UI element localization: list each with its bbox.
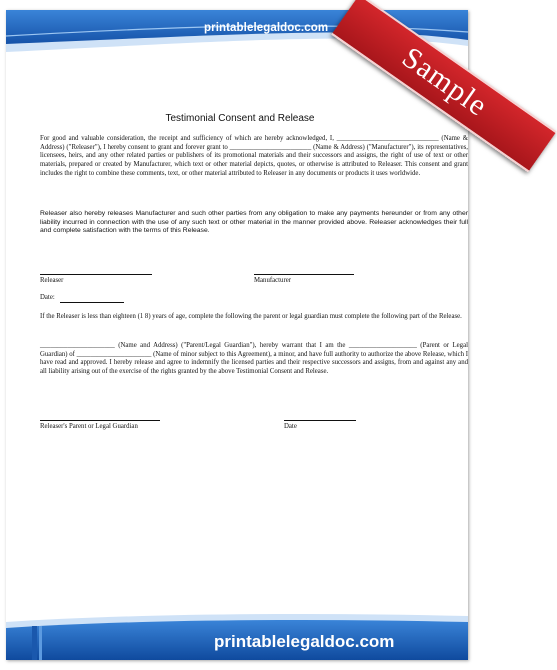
guardian-paragraph: ______________________ (Name and Address) ("Parent/Legal Guardian"), hereby warrant that I am the ____________________ (Parent or Legal Guardian) of ______________________ (Name of minor subject to this Agreement), a minor, and have full authority to authorize the above Release, which I have read and approved. I hereby release and agree to indemnify the licensed parties and their respective successors and assigns, from and against any and all liability arising out of the exercise of the rights granted by the above Testimonial Consent and Release.	[40, 342, 469, 376]
release-paragraph: Releaser also hereby releases Manufacturer and such other parties from any obligation to make any payments hereunder or from any other liability incurred in connection with the use of any such text or other material in the manner provided above. Releaser acknowledges their full and complete satisfaction with the terms of this Release.	[40, 210, 468, 235]
date2-line	[284, 420, 356, 421]
manufacturer-signature-line	[254, 274, 354, 275]
date-label: Date:	[40, 294, 55, 301]
manufacturer-label: Manufacturer	[254, 277, 291, 284]
footer-logo: printablelegaldoc.com	[214, 632, 395, 651]
date-line	[60, 302, 124, 303]
consent-paragraph: For good and valuable consideration, the receipt and sufficiency of which are hereby acknowledged, I, ______________________________ (Name & Address) ("Releaser"), I hereby consent to grant and forever grant to ________________________ (Name & Address) ("Manufacturer"), its representatives, licensees, heirs, and any other related parties or publishers of its promotional materials and their successors and assigns, the right of use of text or other materials, prepared or created by Manufacturer, which text or other material depicts, quotes, or otherwise is attributed to Releaser. This consent and grant includes the right to combine these comments, text, or other material attributed to Releaser in any documents or products it uses worldwide.	[40, 135, 468, 177]
guardian-label: Releaser's Parent or Legal Guardian	[40, 423, 138, 430]
releaser-signature-line	[40, 274, 152, 275]
sample-ribbon-label: Sample	[396, 40, 494, 123]
date2-label: Date	[284, 423, 297, 430]
releaser-label: Releaser	[40, 277, 64, 284]
minor-notice-paragraph: If the Releaser is less than eighteen (1 8) years of age, complete the following the parent or legal guardian must complete the following part of the Release.	[40, 313, 462, 320]
guardian-signature-line	[40, 420, 160, 421]
document-page	[6, 10, 494, 660]
header-logo: printablelegaldoc.com	[204, 22, 329, 34]
document-title: Testimonial Consent and Release	[165, 113, 315, 124]
